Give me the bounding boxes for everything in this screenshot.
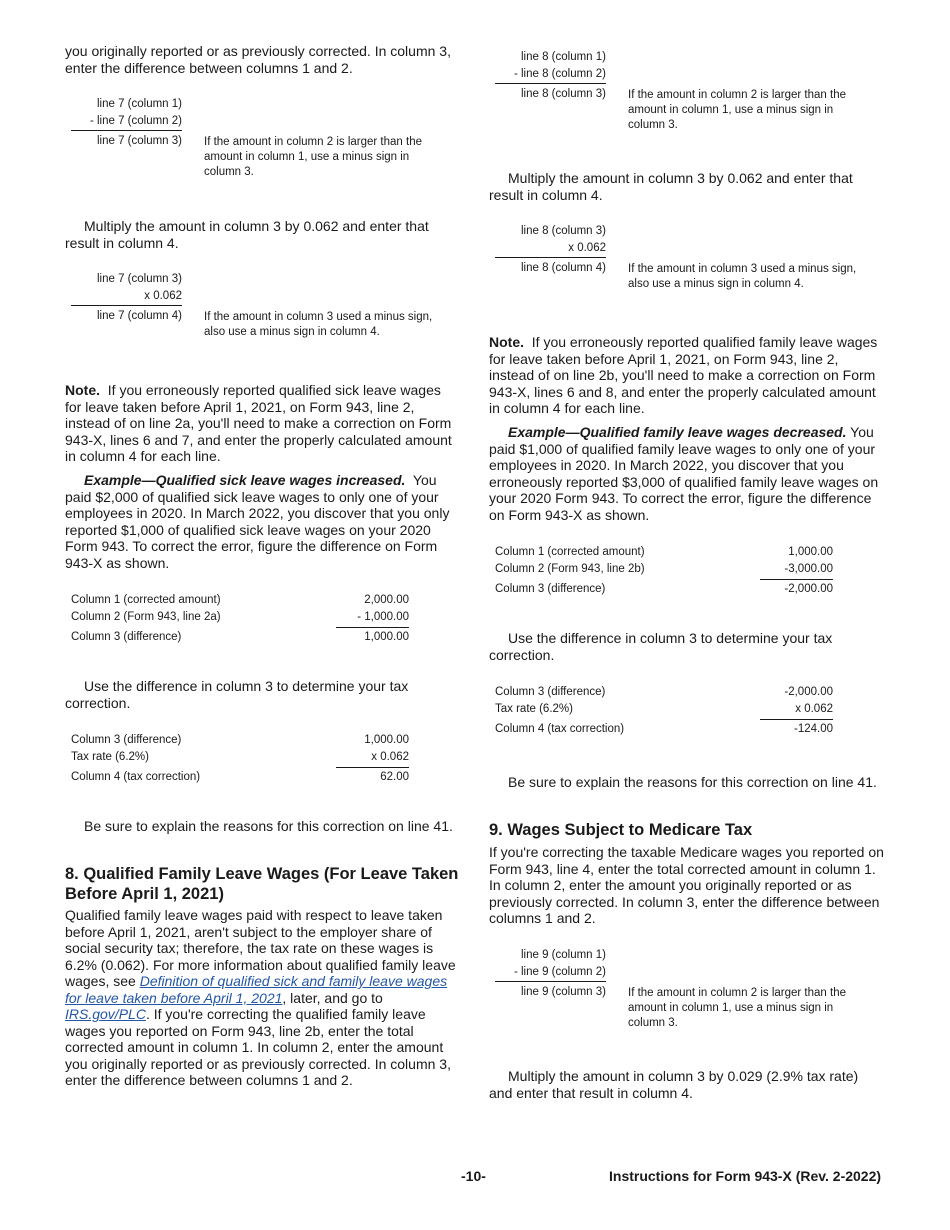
table-row: Column 3 (difference) -2,000.00 xyxy=(495,583,833,595)
wk-rule xyxy=(495,981,606,982)
section9-paragraph: If you're correcting the taxable Medicare wages you reported on Form 943, line 4, enter the total corrected amount in column 1. In column 2, enter the amount you originally reported or as previously corrected. In column 3, enter the difference between columns 1 and 2. xyxy=(489,844,884,926)
table-rule xyxy=(760,579,833,580)
wk-line: line 7 (column 1) xyxy=(96,98,182,110)
section8-heading: 8. Qualified Family Leave Wages (For Leave Taken Before April 1, 2021) xyxy=(65,865,459,903)
wk-rule xyxy=(71,305,182,306)
wk-note: If the amount in column 2 is larger than the amount in column 1, use a minus sign in column 3. xyxy=(628,987,846,1029)
definition-link[interactable]: Definition of qualified sick and family leave wages for leave taken before April 1, 2021 xyxy=(65,973,448,1006)
example-text: You paid $1,000 of qualified family leave wages to only one of your employees in 2020. In March 2022, you discover that you erroneously reported $3,000 of qualified family leave wages on your 2020 Form 943. To correct the error, figure the difference on Form 943-X as shown. xyxy=(489,424,879,523)
example-title: Example—Qualified sick leave wages increased. xyxy=(84,472,406,488)
wk-line: line 9 (column 3) xyxy=(520,986,606,998)
difference-table xyxy=(495,545,833,599)
difference-table xyxy=(71,593,409,647)
table-row: Column 4 (tax correction) 62.00 xyxy=(71,771,409,783)
wk-line: line 8 (column 3) xyxy=(520,88,606,100)
table-row: Column 1 (corrected amount) 1,000.00 xyxy=(495,546,833,558)
note-text: If you erroneously reported qualified family leave wages for leave taken before April 1, 2021, on Form 943, line 2, instead of on line 2b, you'll need to make a correction on Form 943-X, lines 6 and 8, and enter the properly calculated amount in column 4 for each line. xyxy=(489,334,878,416)
table-row: Column 4 (tax correction) -124.00 xyxy=(495,723,833,735)
wk-line: - line 9 (column 2) xyxy=(513,966,606,978)
note-label: Note. xyxy=(65,382,100,398)
note-label: Note. xyxy=(489,334,524,350)
wk-note: If the amount in column 3 used a minus sign, also use a minus sign in column 4. xyxy=(628,263,857,290)
table-row: Column 3 (difference) 1,000.00 xyxy=(71,734,409,746)
example-paragraph xyxy=(65,472,460,571)
section8-paragraph: Qualified family leave wages paid with respect to leave taken before April 1, 2021, aren't subject to the employer share of social security tax; therefore, the tax rate on these wages is 6.2% (0.062). For more information about qualified family leave wages, see Definition of qualified sick and family leave wages for leave taken before April 1, 2021, later, and go to IRS.gov/PLC. If you're correcting the qualified family leave wages you reported on Form 943, line 2b, enter the total corrected amount in column 1. In column 2, enter the amount you originally reported or as previously corrected. In column 3, enter the difference between columns 1 and 2. xyxy=(65,907,456,1088)
table-row: Column 2 (Form 943, line 2a) - 1,000.00 xyxy=(71,611,409,623)
wk-line: - line 8 (column 2) xyxy=(513,68,606,80)
table-row: Column 3 (difference) 1,000.00 xyxy=(71,631,409,643)
section9-heading: 9. Wages Subject to Medicare Tax xyxy=(489,821,753,839)
use-difference-paragraph: Use the difference in column 3 to determine your tax correction. xyxy=(65,678,409,711)
wk-line: line 8 (column 3) xyxy=(520,225,606,237)
table-rule xyxy=(336,767,409,768)
table-row: Column 2 (Form 943, line 2b) -3,000.00 xyxy=(495,563,833,575)
note-paragraph xyxy=(65,382,460,465)
explain-paragraph: Be sure to explain the reasons for this correction on line 41. xyxy=(508,774,877,790)
intro-paragraph: you originally reported or as previously corrected. In column 3, enter the difference between columns 1 and 2. xyxy=(65,43,451,76)
wk-line: line 7 (column 4) xyxy=(96,310,182,322)
example-title: Example—Qualified family leave wages decreased. xyxy=(508,424,847,440)
tax-correction-table xyxy=(71,733,409,787)
wk-rule xyxy=(495,257,606,258)
wk-line: line 8 (column 4) xyxy=(520,262,606,274)
line8-worksheet xyxy=(489,50,885,140)
table-row: Tax rate (6.2%) x 0.062 xyxy=(71,751,409,763)
table-row: Column 3 (difference) -2,000.00 xyxy=(495,686,833,698)
multiply-instruction: Multiply the amount in column 3 by 0.062 and enter that result in column 4. xyxy=(489,170,853,203)
wk-rule xyxy=(71,130,182,131)
page-number: -10- xyxy=(461,1168,486,1184)
table-rule xyxy=(336,627,409,628)
example-text: You paid $2,000 of qualified sick leave wages to only one of your employees in 2020. In March 2022, you discover that you only reported $1,000 of qualified sick leave wages on your 2020 Form 943. To correct the error, figure the difference on Form 943-X as shown. xyxy=(65,472,450,571)
note-paragraph xyxy=(489,334,885,417)
wk-rule xyxy=(495,83,606,84)
line9-worksheet xyxy=(489,948,885,1038)
multiply-instruction: Multiply the amount in column 3 by 0.062 and enter that result in column 4. xyxy=(65,218,429,251)
table-row: Tax rate (6.2%) x 0.062 xyxy=(495,703,833,715)
document-title: Instructions for Form 943-X (Rev. 2-2022) xyxy=(609,1168,882,1184)
wk-line: - line 7 (column 2) xyxy=(89,115,182,127)
line7-worksheet xyxy=(65,97,460,187)
wk-note: If the amount in column 3 used a minus sign, also use a minus sign in column 4. xyxy=(204,311,433,338)
wk-line: x 0.062 xyxy=(144,290,182,302)
wk-line: line 9 (column 1) xyxy=(520,949,606,961)
use-difference-paragraph: Use the difference in column 3 to determine your tax correction. xyxy=(489,630,833,663)
wk-note: If the amount in column 2 is larger than the amount in column 1, use a minus sign in column 3. xyxy=(204,136,422,178)
wk-note: If the amount in column 2 is larger than the amount in column 1, use a minus sign in column 3. xyxy=(628,89,846,131)
wk-line: line 8 (column 1) xyxy=(520,51,606,63)
tax-correction-table xyxy=(495,685,833,739)
wk-line: line 7 (column 3) xyxy=(96,135,182,147)
wk-line: x 0.062 xyxy=(568,242,606,254)
note-text: If you erroneously reported qualified sick leave wages for leave taken before April 1, 2021, on Form 943, line 2, instead of on line 2a, you'll need to make a correction on Form 943-X, lines 6 and 7, and enter the properly calculated amount in column 4 for each line. xyxy=(65,382,452,464)
wk-line: line 7 (column 3) xyxy=(96,273,182,285)
table-row: Column 1 (corrected amount) 2,000.00 xyxy=(71,594,409,606)
multiply-instruction-medicare: Multiply the amount in column 3 by 0.029 (2.9% tax rate) and enter that result in column 4. xyxy=(489,1068,859,1101)
explain-paragraph: Be sure to explain the reasons for this correction on line 41. xyxy=(84,818,453,834)
example-paragraph xyxy=(489,424,885,523)
irs-plc-link[interactable]: IRS.gov/PLC xyxy=(65,1006,146,1022)
line7-multiply-worksheet xyxy=(65,272,460,338)
table-rule xyxy=(760,719,833,720)
line8-multiply-worksheet xyxy=(489,224,885,290)
